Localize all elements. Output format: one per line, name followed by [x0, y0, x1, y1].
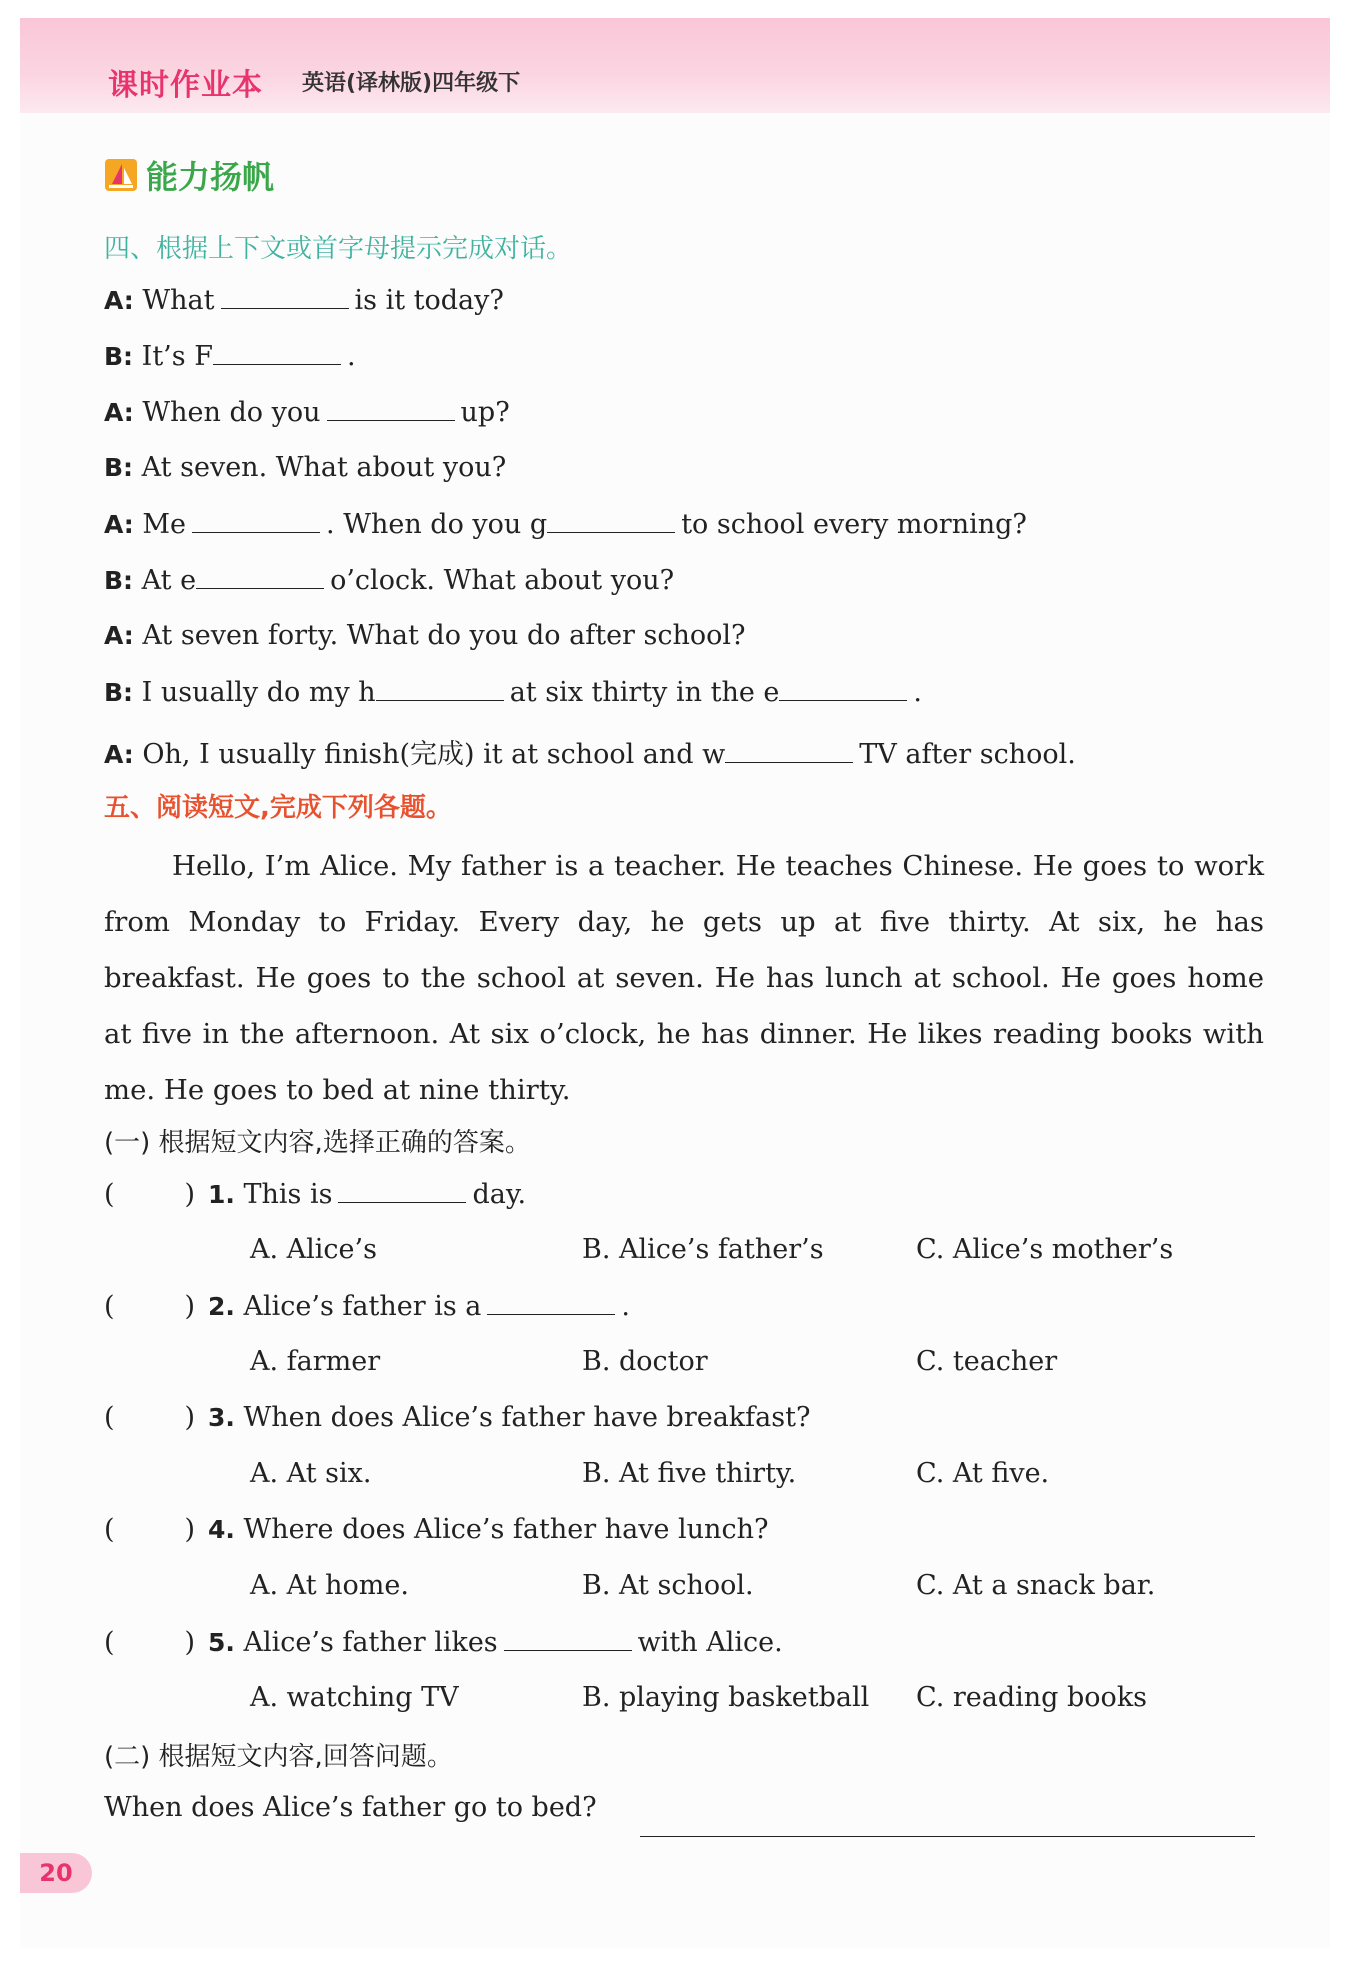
- answer-blank[interactable]: [338, 1178, 466, 1203]
- part1-heading: (一) 根据短文内容,选择正确的答案。: [104, 1128, 531, 1158]
- mcq-question: ( ) 1. This is day.: [104, 1179, 527, 1210]
- dialogue-line: B: It’s F .: [104, 341, 356, 372]
- sail-icon: [104, 158, 138, 192]
- option-b[interactable]: B. playing basketball: [582, 1682, 870, 1713]
- option-a[interactable]: A. Alice’s: [250, 1234, 377, 1265]
- dialogue-line: B: I usually do my h at six thirty in the e .: [104, 677, 922, 708]
- option-c[interactable]: C. At five.: [916, 1458, 1050, 1489]
- answer-blank[interactable]: [192, 508, 320, 533]
- option-c[interactable]: C. reading books: [916, 1682, 1148, 1713]
- section-heading: [104, 152, 274, 198]
- q5-heading: 五、阅读短文,完成下列各题。: [104, 793, 452, 823]
- option-a[interactable]: A. watching TV: [250, 1682, 459, 1713]
- option-a[interactable]: A. At home.: [250, 1570, 409, 1601]
- answer-blank[interactable]: [327, 396, 455, 421]
- option-b[interactable]: B. Alice’s father’s: [582, 1234, 824, 1265]
- dialogue-line: B: At seven. What about you?: [104, 452, 507, 483]
- dialogue-line: A: Me . When do you g to school every morning?: [104, 509, 1027, 540]
- mcq-question: ( ) 2. Alice’s father is a .: [104, 1291, 630, 1322]
- dialogue-line: B: At e o’clock. What about you?: [104, 565, 675, 596]
- dialogue-line: A: What is it today?: [104, 285, 504, 316]
- answer-blank[interactable]: [487, 1290, 615, 1315]
- answer-blank[interactable]: [779, 676, 907, 701]
- answer-blank[interactable]: [196, 564, 324, 589]
- option-c[interactable]: C. Alice’s mother’s: [916, 1234, 1174, 1265]
- dialogue-line: A: Oh, I usually finish(完成) it at school and w TV after school.: [104, 739, 1076, 770]
- option-a[interactable]: A. At six.: [250, 1458, 372, 1489]
- answer-blank[interactable]: [376, 676, 504, 701]
- book-title: 课时作业本: [108, 68, 263, 103]
- option-b[interactable]: B. doctor: [582, 1346, 708, 1377]
- book-subtitle: 英语(译林版)四年级下: [302, 71, 521, 96]
- mcq-question: ( ) 3. When does Alice’s father have breakfast?: [104, 1402, 811, 1433]
- answer-line[interactable]: [640, 1836, 1255, 1837]
- mcq-question: ( ) 4. Where does Alice’s father have lunch?: [104, 1514, 769, 1545]
- option-a[interactable]: A. farmer: [250, 1346, 381, 1377]
- answer-blank[interactable]: [504, 1626, 632, 1651]
- dialogue-line: A: At seven forty. What do you do after school?: [104, 620, 746, 651]
- answer-blank[interactable]: [547, 508, 675, 533]
- mcq-question: ( ) 5. Alice’s father likes with Alice.: [104, 1627, 783, 1658]
- dialogue-line: A: When do you up?: [104, 397, 510, 428]
- option-c[interactable]: C. At a snack bar.: [916, 1570, 1156, 1601]
- part2-question: When does Alice’s father go to bed?: [104, 1792, 597, 1823]
- option-b[interactable]: B. At school.: [582, 1570, 754, 1601]
- answer-blank[interactable]: [213, 340, 341, 365]
- answer-blank[interactable]: [221, 284, 349, 309]
- option-c[interactable]: C. teacher: [916, 1346, 1058, 1377]
- q4-heading: 四、根据上下文或首字母提示完成对话。: [104, 234, 573, 264]
- reading-passage: Hello, I’m Alice. My father is a teacher. He teaches Chinese. He goes to work from Monday to Friday. Every day, he gets up at five thirty. At six, he has breakfast. He goes to the school at seven. He has lunch at school. He goes home at five in the afternoon. At six o’clock, he has dinner. He likes reading books with me. He goes to bed at nine thirty.: [104, 850, 1264, 1106]
- answer-blank[interactable]: [725, 738, 853, 763]
- page-number: 20: [20, 1853, 92, 1893]
- section-title: 能力扬帆: [146, 158, 275, 196]
- option-b[interactable]: B. At five thirty.: [582, 1458, 797, 1489]
- part2-heading: (二) 根据短文内容,回答问题。: [104, 1742, 453, 1772]
